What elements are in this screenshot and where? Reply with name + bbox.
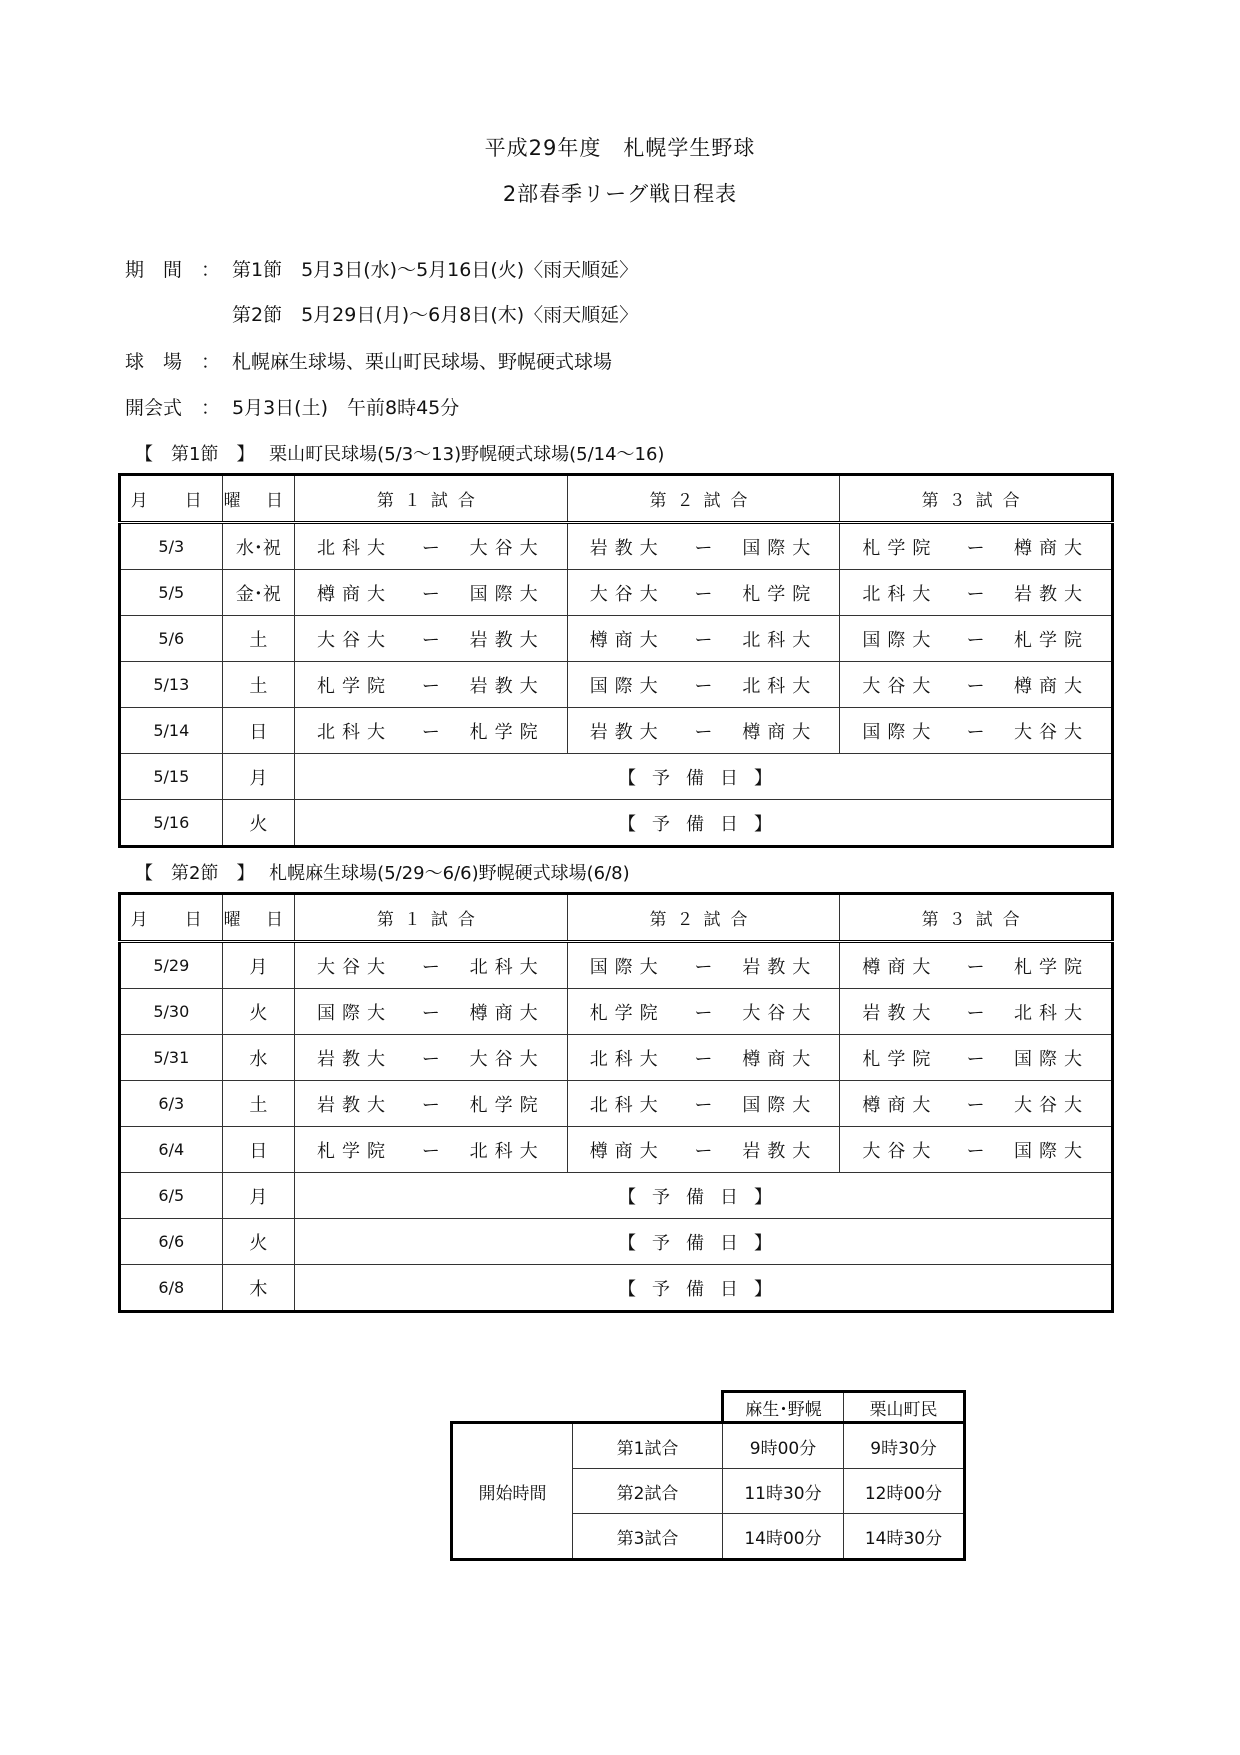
reserve-day: 【予備日】 (295, 754, 1113, 800)
start-times-table (450, 1390, 966, 1561)
match-weekday: 月 (222, 754, 294, 800)
table-header-cell: 第２試合 (567, 894, 840, 942)
table-header-cell: 第３試合 (840, 475, 1113, 523)
match-cell (567, 1035, 840, 1081)
team-away: 札学院 (742, 583, 818, 605)
versus-dash: ー (966, 629, 985, 651)
versus-dash: ー (694, 721, 713, 743)
reserve-day: 【予備日】 (295, 1219, 1113, 1265)
versus-dash: ー (966, 956, 985, 978)
versus-dash: ー (966, 1048, 985, 1070)
versus-dash: ー (694, 956, 713, 978)
team-away: 岩教大 (1013, 583, 1089, 605)
match-pair (295, 580, 567, 606)
venues: 札幌麻生球場、栗山町民球場、野幌硬式球場 (232, 351, 613, 373)
team-away: 北科大 (469, 956, 545, 978)
match-cell (567, 1081, 840, 1127)
versus-dash: ー (966, 1140, 985, 1162)
team-away: 北科大 (742, 675, 818, 697)
match-pair (295, 718, 567, 744)
table-row (120, 989, 1113, 1035)
team-home: 北科大 (317, 537, 393, 559)
period-1: 第1節 5月3日(水)～5月16日(火)〈雨天順延〉 (232, 259, 639, 281)
period-2: 第2節 5月29日(月)～6月8日(木)〈雨天順延〉 (232, 304, 639, 326)
table-header-cell: 月 日 (120, 894, 223, 942)
team-home: 国際大 (589, 675, 665, 697)
team-away: 国際大 (742, 537, 818, 559)
times-value: 9時00分 (723, 1423, 844, 1469)
match-pair (295, 1045, 567, 1071)
versus-dash: ー (694, 1094, 713, 1116)
reserve-day: 【予備日】 (295, 800, 1113, 847)
match-pair (295, 999, 567, 1025)
times-value: 12時00分 (844, 1469, 965, 1514)
match-pair (568, 580, 840, 606)
times-col-header: 麻生･野幌 (723, 1392, 844, 1423)
team-home: 樽商大 (589, 629, 665, 651)
versus-dash: ー (421, 583, 440, 605)
match-cell (840, 708, 1113, 754)
table-row (120, 616, 1113, 662)
team-away: 大谷大 (1013, 721, 1089, 743)
match-weekday: 木 (222, 1265, 294, 1312)
team-home: 北科大 (862, 583, 938, 605)
match-pair (840, 626, 1111, 652)
times-value: 14時30分 (844, 1514, 965, 1560)
match-date: 5/16 (120, 800, 223, 847)
match-cell (295, 616, 568, 662)
times-game-label: 第2試合 (573, 1469, 723, 1514)
team-home: 岩教大 (317, 1048, 393, 1070)
table-row (120, 1081, 1113, 1127)
match-weekday: 火 (222, 1219, 294, 1265)
section-2-heading: 【 第2節 】 札幌麻生球場(5/29～6/6)野幌硬式球場(6/8) (135, 863, 630, 884)
match-pair (295, 534, 567, 560)
team-home: 樽商大 (862, 956, 938, 978)
team-away: 大谷大 (1013, 1094, 1089, 1116)
team-away: 岩教大 (469, 675, 545, 697)
versus-dash: ー (421, 1094, 440, 1116)
table-header-cell: 第１試合 (295, 475, 568, 523)
match-pair (840, 534, 1111, 560)
team-away: 樽商大 (1013, 537, 1089, 559)
match-pair (840, 580, 1111, 606)
team-home: 国際大 (862, 721, 938, 743)
table-row (120, 942, 1113, 989)
table-row (120, 1173, 1113, 1219)
team-away: 札学院 (1013, 956, 1089, 978)
team-home: 札学院 (862, 1048, 938, 1070)
match-pair (295, 1091, 567, 1117)
team-home: 国際大 (317, 1002, 393, 1024)
match-cell (295, 570, 568, 616)
match-date: 5/31 (120, 1035, 223, 1081)
match-date: 6/8 (120, 1265, 223, 1312)
match-pair (568, 1137, 840, 1163)
times-value: 9時30分 (844, 1423, 965, 1469)
match-cell (567, 708, 840, 754)
team-home: 樽商大 (589, 1140, 665, 1162)
match-date: 5/29 (120, 942, 223, 989)
team-home: 札学院 (317, 675, 393, 697)
match-cell (840, 1127, 1113, 1173)
versus-dash: ー (966, 721, 985, 743)
table-row (120, 662, 1113, 708)
match-pair (840, 953, 1111, 979)
match-cell (840, 989, 1113, 1035)
match-weekday: 火 (222, 800, 294, 847)
times-value: 14時00分 (723, 1514, 844, 1560)
table-header-cell: 第１試合 (295, 894, 568, 942)
match-weekday: 日 (222, 708, 294, 754)
match-pair (840, 1045, 1111, 1071)
table-header-cell: 曜 日 (222, 894, 294, 942)
match-pair (568, 534, 840, 560)
match-date: 5/3 (120, 523, 223, 570)
match-pair (568, 626, 840, 652)
match-pair (295, 953, 567, 979)
team-away: 札学院 (469, 721, 545, 743)
match-cell (567, 989, 840, 1035)
period-label: 期 間 ： (125, 259, 221, 281)
versus-dash: ー (966, 1002, 985, 1024)
match-cell (295, 708, 568, 754)
match-pair (568, 1091, 840, 1117)
venue-label: 球 場 ： (125, 351, 221, 373)
page-title: 平成29年度 札幌学生野球 (484, 136, 756, 160)
match-cell (295, 662, 568, 708)
section-2-schedule-table (118, 892, 1114, 1313)
versus-dash: ー (694, 537, 713, 559)
versus-dash: ー (694, 629, 713, 651)
team-away: 樽商大 (742, 1048, 818, 1070)
section-1-heading: 【 第1節 】 栗山町民球場(5/3～13)野幌硬式球場(5/14～16) (135, 444, 665, 465)
team-home: 大谷大 (589, 583, 665, 605)
table-header-cell: 曜 日 (222, 475, 294, 523)
match-weekday: 土 (222, 662, 294, 708)
match-pair (295, 672, 567, 698)
match-date: 5/14 (120, 708, 223, 754)
team-home: 岩教大 (589, 721, 665, 743)
team-home: 北科大 (589, 1048, 665, 1070)
versus-dash: ー (966, 675, 985, 697)
match-date: 5/6 (120, 616, 223, 662)
times-value: 11時30分 (723, 1469, 844, 1514)
match-cell (567, 570, 840, 616)
match-weekday: 月 (222, 1173, 294, 1219)
team-away: 国際大 (1013, 1048, 1089, 1070)
team-home: 岩教大 (589, 537, 665, 559)
match-weekday: 土 (222, 1081, 294, 1127)
match-weekday: 水･祝 (222, 523, 294, 570)
match-pair (840, 1091, 1111, 1117)
table-header-cell: 月 日 (120, 475, 223, 523)
team-away: 樽商大 (742, 721, 818, 743)
team-away: 北科大 (1013, 1002, 1089, 1024)
match-weekday: 月 (222, 942, 294, 989)
match-cell (567, 1127, 840, 1173)
team-away: 岩教大 (742, 1140, 818, 1162)
match-weekday: 水 (222, 1035, 294, 1081)
team-home: 国際大 (862, 629, 938, 651)
team-home: 札学院 (862, 537, 938, 559)
match-cell (295, 989, 568, 1035)
versus-dash: ー (966, 537, 985, 559)
match-cell (567, 523, 840, 570)
table-row (120, 800, 1113, 847)
match-cell (840, 616, 1113, 662)
team-away: 札学院 (1013, 629, 1089, 651)
versus-dash: ー (421, 629, 440, 651)
team-away: 札学院 (469, 1094, 545, 1116)
match-pair (295, 1137, 567, 1163)
match-cell (840, 1035, 1113, 1081)
team-away: 岩教大 (742, 956, 818, 978)
match-pair (568, 999, 840, 1025)
versus-dash: ー (694, 675, 713, 697)
opening-ceremony: 5月3日(土) 午前8時45分 (232, 397, 460, 419)
match-cell (567, 616, 840, 662)
page-subtitle: 2部春季リーグ戦日程表 (502, 182, 738, 206)
versus-dash: ー (421, 956, 440, 978)
match-date: 6/3 (120, 1081, 223, 1127)
match-pair (840, 672, 1111, 698)
match-cell (295, 1035, 568, 1081)
reserve-day: 【予備日】 (295, 1173, 1113, 1219)
versus-dash: ー (966, 583, 985, 605)
versus-dash: ー (694, 1140, 713, 1162)
team-home: 岩教大 (317, 1094, 393, 1116)
match-cell (567, 662, 840, 708)
team-away: 大谷大 (469, 537, 545, 559)
versus-dash: ー (694, 583, 713, 605)
table-header-cell: 第２試合 (567, 475, 840, 523)
match-cell (295, 942, 568, 989)
versus-dash: ー (421, 721, 440, 743)
team-away: 大谷大 (742, 1002, 818, 1024)
table-row (120, 1035, 1113, 1081)
versus-dash: ー (694, 1002, 713, 1024)
table-row (120, 570, 1113, 616)
table-header-cell: 第３試合 (840, 894, 1113, 942)
table-row (120, 523, 1113, 570)
team-home: 札学院 (317, 1140, 393, 1162)
match-cell (840, 523, 1113, 570)
team-home: 国際大 (589, 956, 665, 978)
versus-dash: ー (421, 537, 440, 559)
match-pair (840, 1137, 1111, 1163)
team-home: 岩教大 (862, 1002, 938, 1024)
team-away: 国際大 (1013, 1140, 1089, 1162)
table-row (120, 1219, 1113, 1265)
table-row (120, 1265, 1113, 1312)
team-home: 北科大 (589, 1094, 665, 1116)
match-weekday: 日 (222, 1127, 294, 1173)
match-cell (840, 1081, 1113, 1127)
team-home: 大谷大 (317, 629, 393, 651)
match-cell (295, 523, 568, 570)
match-date: 6/4 (120, 1127, 223, 1173)
versus-dash: ー (421, 1140, 440, 1162)
versus-dash: ー (694, 1048, 713, 1070)
match-pair (568, 1045, 840, 1071)
match-pair (840, 999, 1111, 1025)
match-pair (568, 672, 840, 698)
match-date: 6/5 (120, 1173, 223, 1219)
match-cell (840, 662, 1113, 708)
match-date: 6/6 (120, 1219, 223, 1265)
match-weekday: 火 (222, 989, 294, 1035)
times-game-label: 第3試合 (573, 1514, 723, 1560)
match-weekday: 金･祝 (222, 570, 294, 616)
match-weekday: 土 (222, 616, 294, 662)
match-pair (568, 953, 840, 979)
match-pair (840, 718, 1111, 744)
versus-dash: ー (966, 1094, 985, 1116)
match-pair (295, 626, 567, 652)
reserve-day: 【予備日】 (295, 1265, 1113, 1312)
match-cell (840, 570, 1113, 616)
versus-dash: ー (421, 675, 440, 697)
team-away: 北科大 (742, 629, 818, 651)
team-away: 国際大 (742, 1094, 818, 1116)
team-home: 北科大 (317, 721, 393, 743)
team-away: 岩教大 (469, 629, 545, 651)
match-cell (295, 1081, 568, 1127)
table-row (120, 1127, 1113, 1173)
match-pair (568, 718, 840, 744)
start-time-label: 開始時間 (452, 1423, 573, 1560)
times-col-header: 栗山町民 (844, 1392, 965, 1423)
team-home: 大谷大 (862, 675, 938, 697)
match-date: 5/5 (120, 570, 223, 616)
team-home: 樽商大 (862, 1094, 938, 1116)
versus-dash: ー (421, 1048, 440, 1070)
match-cell (567, 942, 840, 989)
times-game-label: 第1試合 (573, 1423, 723, 1469)
team-away: 国際大 (469, 583, 545, 605)
team-home: 札学院 (589, 1002, 665, 1024)
match-date: 5/30 (120, 989, 223, 1035)
section-1-schedule-table (118, 473, 1114, 848)
match-date: 5/15 (120, 754, 223, 800)
match-cell (840, 942, 1113, 989)
table-row (120, 754, 1113, 800)
team-away: 北科大 (469, 1140, 545, 1162)
team-away: 樽商大 (469, 1002, 545, 1024)
match-cell (295, 1127, 568, 1173)
team-away: 樽商大 (1013, 675, 1089, 697)
versus-dash: ー (421, 1002, 440, 1024)
opening-label: 開会式 ： (125, 397, 221, 419)
team-home: 大谷大 (862, 1140, 938, 1162)
table-row (120, 708, 1113, 754)
team-home: 樽商大 (317, 583, 393, 605)
match-date: 5/13 (120, 662, 223, 708)
team-home: 大谷大 (317, 956, 393, 978)
team-away: 大谷大 (469, 1048, 545, 1070)
